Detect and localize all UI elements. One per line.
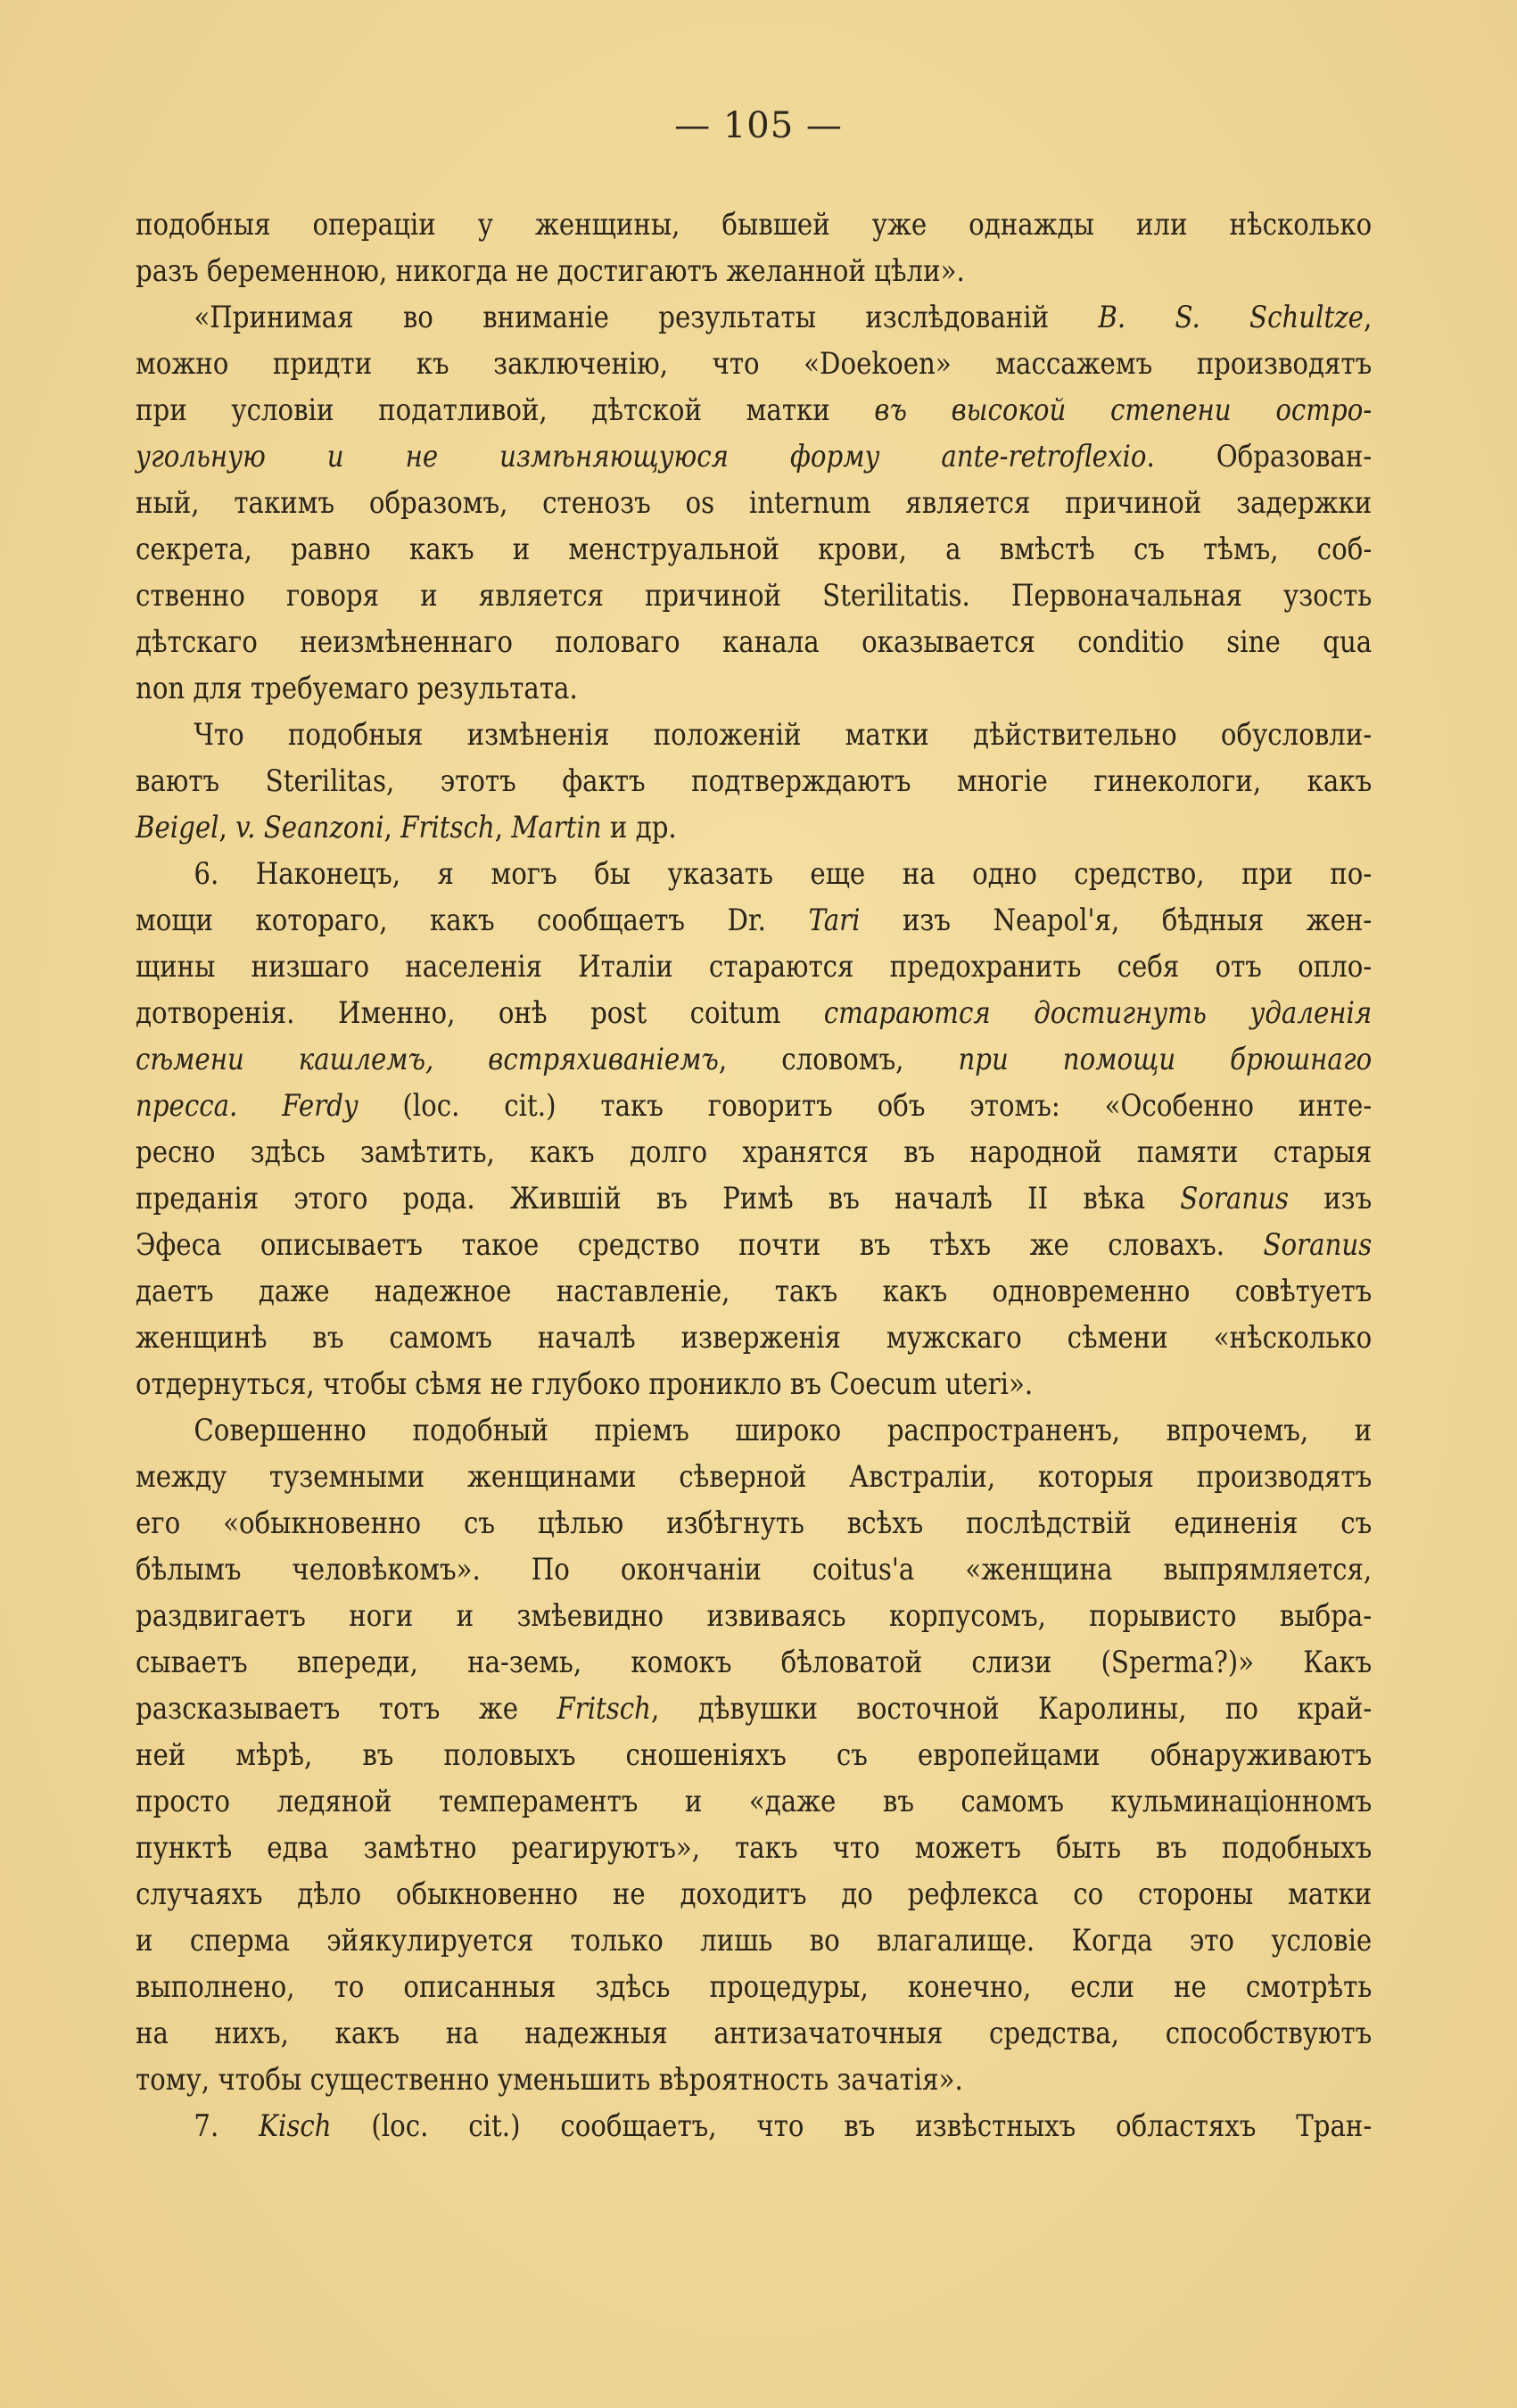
italic-text-segment: Fritsch: [557, 1691, 652, 1727]
text-line: [136, 433, 1372, 480]
text-line: [136, 1407, 1372, 1454]
text-segment: ,: [383, 810, 401, 845]
italic-text-segment: Beigel: [136, 810, 219, 845]
text-segment: даетъ даже надежное наставленіе, такъ какъ одновременно совѣтуетъ: [136, 1274, 1373, 1309]
text-segment: non для требуемаго результата.: [136, 671, 578, 706]
text-segment: на нихъ, какъ на надежныя антизачаточныя средства, способствуютъ: [136, 2016, 1373, 2051]
text-line: [136, 990, 1372, 1036]
text-segment: , дѣвушки восточной Каролины, по край-: [651, 1691, 1373, 1727]
text-segment: просто ледяной темпераментъ и «даже въ самомъ кульминаціонномъ: [136, 1784, 1373, 1819]
text-segment: щины низшаго населенія Италіи стараются предохранить себя отъ опло-: [136, 949, 1373, 985]
text-segment: случаяхъ дѣло обыкновенно не доходитъ до рефлекса со стороны матки: [136, 1876, 1373, 1912]
text-segment: ней мѣрѣ, въ половыхъ сношеніяхъ съ европейцами обнаруживаютъ: [136, 1737, 1373, 1773]
text-line: [136, 1454, 1372, 1500]
text-segment: ,: [494, 810, 512, 845]
text-segment: изъ Neapol'я, бѣдныя жен-: [860, 903, 1373, 938]
italic-text-segment: Soranus: [1263, 1227, 1373, 1263]
italic-text-segment: при помощи брюшнаго: [958, 1042, 1373, 1077]
italic-text-segment: Martin: [511, 810, 602, 845]
text-segment: разсказываетъ тотъ же: [136, 1691, 557, 1727]
text-segment: сываетъ впереди, на-земь, комокъ бѣловатой слизи (Sperma?)» Какъ: [136, 1645, 1373, 1680]
text-line: [136, 2057, 1372, 2103]
text-line: [136, 1361, 1372, 1407]
text-line: [136, 1268, 1372, 1315]
text-segment: ресно здѣсь замѣтить, какъ долго хранятся въ народной памяти старыя: [136, 1134, 1373, 1170]
text-segment: ,: [1363, 300, 1373, 335]
text-segment: между туземными женщинами сѣверной Австраліи, которыя производятъ: [136, 1459, 1373, 1495]
text-line: [136, 1500, 1372, 1546]
text-segment: ,: [218, 810, 236, 845]
text-segment: отдернуться, чтобы сѣмя не глубоко проникло въ Coecum uteri».: [136, 1366, 1034, 1402]
text-line: [136, 1083, 1372, 1129]
italic-text-segment: v. Seanzoni: [235, 810, 384, 845]
text-line: [136, 1593, 1372, 1639]
text-segment: ный, такимъ образомъ, стенозъ os internum является причиной задержки: [136, 485, 1373, 521]
italic-text-segment: Kisch: [259, 2108, 332, 2144]
text-line: [136, 758, 1372, 804]
text-segment: выполнено, то описанныя здѣсь процедуры, конечно, если не смотрѣть: [136, 1969, 1373, 2005]
body-text: [136, 202, 1372, 2149]
text-line: [136, 944, 1372, 990]
text-line: [136, 1917, 1372, 1964]
text-segment: можно придти къ заключенію, что «Doekoen» массажемъ производятъ: [136, 346, 1373, 382]
text-line: [136, 665, 1372, 712]
text-segment: разъ беременною, никогда не достигаютъ желанной цѣли».: [136, 253, 965, 289]
text-line: [136, 2103, 1372, 2149]
text-segment: 7.: [194, 2108, 260, 2144]
text-segment: его «обыкновенно съ цѣлью избѣгнуть всѣхъ послѣдствій единенія съ: [136, 1505, 1373, 1541]
text-line: [136, 1175, 1372, 1222]
text-line: [136, 712, 1372, 758]
text-line: [136, 1315, 1372, 1361]
page-number: — 105 —: [674, 105, 843, 146]
text-line: [136, 1964, 1372, 2010]
text-segment: бѣлымъ человѣкомъ». По окончаніи coitus'а «женщина выпрямляется,: [136, 1552, 1373, 1587]
italic-text-segment: пресса. Ferdy: [136, 1088, 359, 1124]
text-segment: Совершенно подобный пріемъ широко распространенъ, впрочемъ, и: [194, 1413, 1373, 1448]
text-line: [136, 573, 1372, 619]
text-line: [136, 1778, 1372, 1825]
text-segment: и др.: [601, 810, 677, 845]
text-segment: секрета, равно какъ и менструальной крови, а вмѣстѣ съ тѣмъ, соб-: [136, 532, 1373, 567]
italic-text-segment: Fritsch: [400, 810, 495, 845]
text-segment: . Образован-: [1146, 439, 1373, 474]
text-line: [136, 248, 1372, 294]
text-segment: 6. Наконецъ, я могъ бы указать еще на одно средство, при по-: [194, 856, 1373, 892]
italic-text-segment: сѣмени кашлемъ, встряхиваніемъ: [136, 1042, 719, 1077]
italic-text-segment: Soranus: [1180, 1181, 1290, 1216]
text-segment: пунктѣ едва замѣтно реагируютъ», такъ что можетъ быть въ подобныхъ: [136, 1830, 1373, 1866]
text-segment: (loc. cit.) такъ говоритъ объ этомъ: «Особенно инте-: [358, 1088, 1373, 1124]
italic-text-segment: въ высокой степени остро-: [874, 392, 1373, 428]
text-line: [136, 526, 1372, 573]
text-segment: ваютъ Sterilitas, этотъ фактъ подтверждаютъ многіе гинекологи, какъ: [136, 763, 1373, 799]
text-line: [136, 387, 1372, 433]
italic-text-segment: B. S. Schultze: [1098, 300, 1364, 335]
text-line: [136, 202, 1372, 248]
text-segment: изъ: [1289, 1181, 1373, 1216]
text-line: [136, 1825, 1372, 1871]
text-segment: Что подобныя измѣненія положеній матки дѣйствительно обусловли-: [194, 717, 1373, 753]
text-segment: преданія этого рода. Жившій въ Римѣ въ началѣ II вѣка: [136, 1181, 1181, 1216]
italic-text-segment: угольную и не измѣняющуюся форму ante-retroflexio: [136, 439, 1147, 474]
text-line: [136, 851, 1372, 897]
text-segment: при условіи податливой, дѣтской матки: [136, 392, 875, 428]
text-line: [136, 1546, 1372, 1593]
text-segment: (loc. cit.) сообщаетъ, что въ извѣстныхъ областяхъ Тран-: [331, 2108, 1373, 2144]
text-line: [136, 341, 1372, 387]
text-line: [136, 294, 1372, 341]
text-line: [136, 1871, 1372, 1917]
text-segment: подобныя операціи у женщины, бывшей уже однажды или нѣсколько: [136, 207, 1373, 243]
text-line: [136, 804, 1372, 851]
text-line: [136, 897, 1372, 944]
text-segment: женщинѣ въ самомъ началѣ изверженія мужскаго сѣмени «нѣсколько: [136, 1320, 1373, 1356]
text-segment: дотворенія. Именно, онѣ post coitum: [136, 995, 824, 1031]
text-segment: и сперма эйякулируется только лишь во влагалище. Когда это условіе: [136, 1923, 1373, 1959]
text-line: [136, 1129, 1372, 1175]
text-segment: «Принимая во вниманіе результаты изслѣдованій: [194, 300, 1099, 335]
text-segment: , словомъ,: [718, 1042, 959, 1077]
text-segment: раздвигаетъ ноги и змѣевидно извиваясь корпусомъ, порывисто выбра-: [136, 1598, 1373, 1634]
text-line: [136, 1036, 1372, 1083]
text-line: [136, 1222, 1372, 1268]
text-segment: тому, чтобы существенно уменьшить вѣроятность зачатія».: [136, 2062, 963, 2098]
text-segment: мощи котораго, какъ сообщаетъ Dr.: [136, 903, 809, 938]
italic-text-segment: стараются достигнуть удаленія: [823, 995, 1373, 1031]
text-line: [136, 1732, 1372, 1778]
text-segment: Эфеса описываетъ такое средство почти въ тѣхъ же словахъ.: [136, 1227, 1264, 1263]
text-segment: ственно говоря и является причиной Sterilitatis. Первоначальная узость: [136, 578, 1373, 614]
text-line: [136, 1686, 1372, 1732]
text-line: [136, 1639, 1372, 1686]
text-line: [136, 619, 1372, 665]
text-line: [136, 2010, 1372, 2057]
text-line: [136, 480, 1372, 526]
text-segment: дѣтскаго неизмѣненнаго половаго канала оказывается conditio sine qua: [136, 624, 1373, 660]
italic-text-segment: Tari: [808, 903, 861, 938]
